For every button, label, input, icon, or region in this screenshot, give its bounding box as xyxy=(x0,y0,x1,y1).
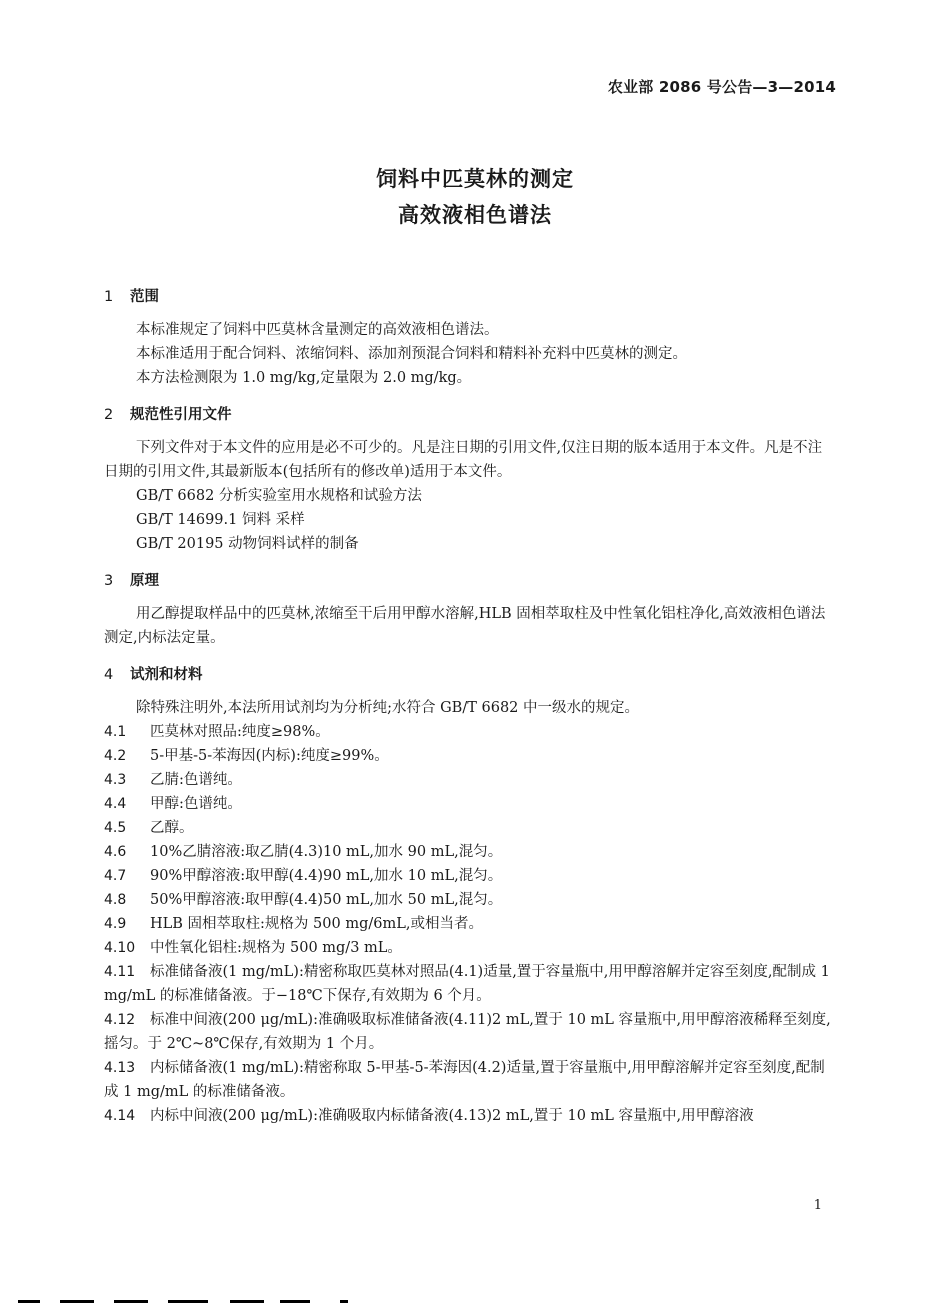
clause-text: 50%甲醇溶液:取甲醇(4.4)50 mL,加水 50 mL,混匀。 xyxy=(150,892,503,908)
clause-item xyxy=(104,888,836,912)
paragraph: 本标准适用于配合饲料、浓缩饲料、添加剂预混合饲料和精料补充料中匹莫林的测定。 xyxy=(136,346,687,362)
clause-number: 4.7 xyxy=(104,868,127,884)
paragraph: 下列文件对于本文件的应用是必不可少的。凡是注日期的引用文件,仅注日期的版本适用于本文件。凡是不注日期的引用文件,其最新版本(包括所有的修改单)适用于本文件。 xyxy=(104,440,823,480)
clause-text: 内标中间液(200 μg/mL):准确吸取内标储备液(4.13)2 mL,置于 10 mL 容量瓶中,用甲醇溶液 xyxy=(150,1108,754,1124)
clause-item xyxy=(104,816,836,840)
clause-number: 4.13 xyxy=(104,1060,136,1076)
reference-item: GB/T 20195 动物饲料试样的制备 xyxy=(136,536,359,552)
document-subtitle: 高效液相色谱法 xyxy=(398,203,552,227)
section-heading-principle xyxy=(104,570,836,592)
section-heading-reagents xyxy=(104,664,836,686)
clause-item xyxy=(104,792,836,816)
clause-item xyxy=(104,936,836,960)
clause-text: 5-甲基-5-苯海因(内标):纯度≥99%。 xyxy=(150,748,389,764)
reference-item: GB/T 14699.1 饲料 采样 xyxy=(136,512,305,528)
clause-text: 甲醇:色谱纯。 xyxy=(150,796,242,812)
section-heading-normative-references xyxy=(104,404,836,426)
clause-text: 标准中间液(200 μg/mL):准确吸取标准储备液(4.11)2 mL,置于 10 mL 容量瓶中,用甲醇溶液稀释至刻度,摇匀。于 2℃~8℃保存,有效期为 1 个月。 xyxy=(104,1012,831,1052)
page-number: 1 xyxy=(813,1198,822,1213)
document-title: 饲料中匹莫林的测定 xyxy=(376,167,574,191)
clause-text: 10%乙腈溶液:取乙腈(4.3)10 mL,加水 90 mL,混匀。 xyxy=(150,844,503,860)
clause-text: HLB 固相萃取柱:规格为 500 mg/6mL,或相当者。 xyxy=(150,916,483,932)
clause-text: 匹莫林对照品:纯度≥98%。 xyxy=(150,724,330,740)
paragraph: 用乙醇提取样品中的匹莫林,浓缩至干后用甲醇水溶解,HLB 固相萃取柱及中性氧化铝柱净化,高效液相色谱法测定,内标法定量。 xyxy=(104,606,826,646)
clause-number: 4.3 xyxy=(104,772,127,788)
clause-number: 4.5 xyxy=(104,820,127,836)
standard-code: 农业部 2086 号公告—3—2014 xyxy=(607,78,836,96)
clause-text: 内标储备液(1 mg/mL):精密称取 5-甲基-5-苯海因(4.2)适量,置于容量瓶中,用甲醇溶解并定容至刻度,配制成 1 mg/mL 的标准储备液。 xyxy=(104,1060,825,1100)
clause-number: 4.12 xyxy=(104,1012,136,1028)
paragraph: 本方法检测限为 1.0 mg/kg,定量限为 2.0 mg/kg。 xyxy=(136,370,472,386)
paragraph: 除特殊注明外,本法所用试剂均为分析纯;水符合 GB/T 6682 中一级水的规定。 xyxy=(136,700,640,716)
clause-number: 4.9 xyxy=(104,916,127,932)
clause-number: 4.14 xyxy=(104,1108,136,1124)
section-number: 3 xyxy=(104,573,114,589)
clause-item xyxy=(104,960,836,1008)
reference-item: GB/T 6682 分析实验室用水规格和试验方法 xyxy=(136,488,422,504)
section-heading-scope xyxy=(104,286,836,308)
section-number: 2 xyxy=(104,407,114,423)
clause-item xyxy=(104,864,836,888)
clause-item xyxy=(104,1056,836,1104)
clause-text: 90%甲醇溶液:取甲醇(4.4)90 mL,加水 10 mL,混匀。 xyxy=(150,868,503,884)
section-number: 4 xyxy=(104,667,114,683)
section-title: 规范性引用文件 xyxy=(130,407,232,423)
clause-text: 中性氧化铝柱:规格为 500 mg/3 mL。 xyxy=(150,940,402,956)
clause-text: 乙腈:色谱纯。 xyxy=(150,772,242,788)
clause-item xyxy=(104,720,836,744)
clause-text: 乙醇。 xyxy=(150,820,194,836)
clause-item xyxy=(104,744,836,768)
clause-item xyxy=(104,912,836,936)
section-title: 范围 xyxy=(130,289,159,305)
clause-number: 4.2 xyxy=(104,748,127,764)
paragraph: 本标准规定了饲料中匹莫林含量测定的高效液相色谱法。 xyxy=(136,322,499,338)
clause-item xyxy=(104,768,836,792)
clause-item xyxy=(104,840,836,864)
clause-number: 4.1 xyxy=(104,724,127,740)
clause-text: 标准储备液(1 mg/mL):精密称取匹莫林对照品(4.1)适量,置于容量瓶中,用甲醇溶解并定容至刻度,配制成 1 mg/mL 的标准储备液。于−18℃下保存,有效期为 6 个月。 xyxy=(104,964,830,1004)
clause-number: 4.8 xyxy=(104,892,127,908)
clause-item xyxy=(104,1104,836,1128)
clause-number: 4.10 xyxy=(104,940,136,956)
section-title: 原理 xyxy=(130,573,159,589)
clause-number: 4.4 xyxy=(104,796,127,812)
clause-number: 4.11 xyxy=(104,964,136,980)
clause-number: 4.6 xyxy=(104,844,127,860)
section-number: 1 xyxy=(104,289,114,305)
document-body xyxy=(104,286,836,1128)
section-title: 试剂和材料 xyxy=(130,667,203,683)
clause-item xyxy=(104,1008,836,1056)
